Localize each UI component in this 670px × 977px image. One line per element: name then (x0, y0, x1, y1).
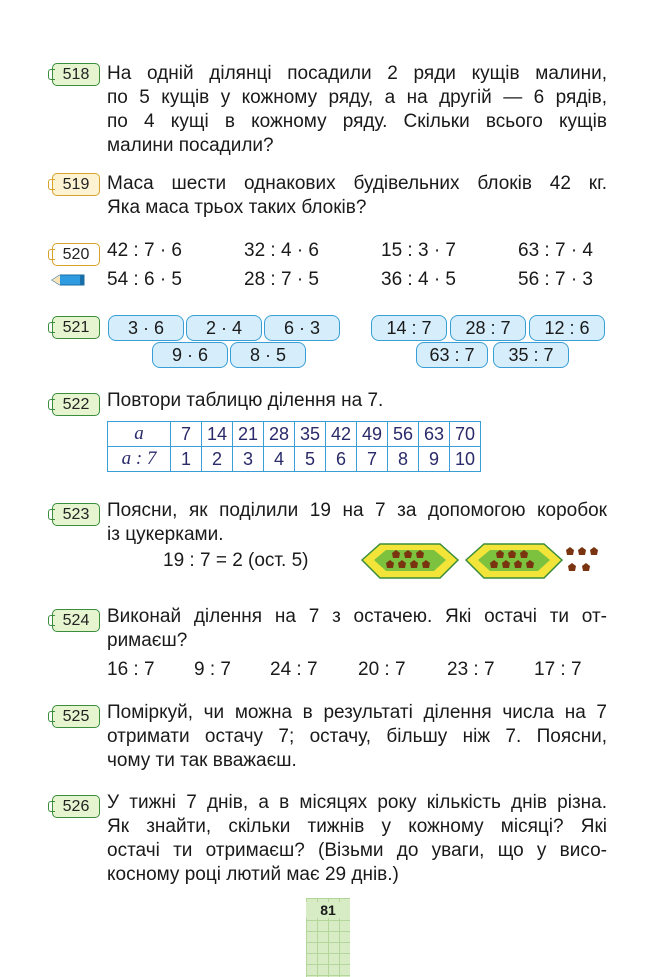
task-526-line: остачі ти отримаєш? (Візьми до уваги, що у висо- (107, 840, 607, 861)
task-519-line: Яка маса трьох таких блоків? (107, 197, 367, 218)
task-523-equation: 19 : 7 = 2 (ост. 5) (163, 550, 309, 571)
task-525-line: чому ти так вважаєш. (107, 750, 297, 771)
expression-card: 12 : 6 (529, 315, 605, 341)
expression: 16 : 7 (107, 659, 155, 680)
task-number-525: 525 (52, 705, 100, 728)
task-number-526: 526 (52, 795, 100, 818)
task-number-523: 523 (52, 503, 100, 526)
task-522-text: Повтори таблицю ділення на 7. (107, 390, 384, 411)
table-cell: 63 (419, 422, 450, 447)
table-cell: 35 (295, 422, 326, 447)
expression-card: 3 · 6 (108, 315, 184, 341)
expression: 63 : 7 · 4 (518, 240, 593, 261)
table-cell: 6 (326, 447, 357, 472)
task-number-524: 524 (52, 609, 100, 632)
expression: 23 : 7 (447, 659, 495, 680)
task-526-line: У тижні 7 днів, а в місяцях року кількість днів різна. (107, 792, 607, 813)
expression: 28 : 7 · 5 (244, 269, 319, 290)
expression-card: 63 : 7 (416, 342, 488, 368)
table-cell: 9 (419, 447, 450, 472)
table-cell: 28 (264, 422, 295, 447)
table-cell: 1 (171, 447, 202, 472)
task-523-line: із цукерками. (107, 524, 224, 545)
task-518-line: малини посадили? (107, 135, 274, 156)
expression: 42 : 7 · 6 (107, 240, 182, 261)
task-519-text (107, 172, 607, 220)
task-number-519: 519 (52, 173, 100, 196)
expression: 56 : 7 · 3 (518, 269, 593, 290)
loose-candies (566, 547, 598, 571)
task-525-text (107, 701, 607, 773)
pencil-icon (50, 273, 88, 287)
expression: 17 : 7 (534, 659, 582, 680)
expression-card: 28 : 7 (450, 315, 526, 341)
table-cell: 49 (357, 422, 388, 447)
expression-card: 35 : 7 (493, 342, 569, 368)
expression-card: 2 · 4 (186, 315, 262, 341)
candy-box (466, 544, 562, 578)
task-524-text (107, 605, 607, 653)
candy-boxes-illustration (350, 538, 612, 588)
table-cell: 14 (202, 422, 233, 447)
task-526-line: Як знайти, скільки тижнів у кожному місяці? Які (107, 816, 607, 837)
task-number-521: 521 (52, 316, 100, 339)
table-cell: 4 (264, 447, 295, 472)
task-523-line: Поясни, як поділили 19 на 7 за допомогою коробок (107, 500, 607, 521)
task-524-expressions (107, 659, 582, 681)
expression: 24 : 7 (270, 659, 318, 680)
expression: 15 : 3 · 7 (381, 240, 456, 261)
task-520-row-2 (107, 269, 593, 291)
expression: 9 : 7 (194, 659, 231, 680)
page-number-tab (306, 898, 350, 977)
task-number-518: 518 (52, 63, 100, 86)
expression-card: 9 · 6 (152, 342, 228, 368)
table-row (108, 447, 481, 472)
expression: 32 : 4 · 6 (244, 240, 319, 261)
table-cell: 21 (233, 422, 264, 447)
table-cell: 7 (357, 447, 388, 472)
task-524-line: Виконай ділення на 7 з остачею. Які остачі ти от- (107, 606, 607, 627)
division-table (107, 421, 481, 472)
task-518-line: по 5 кущів у кожному ряду, а на другій — 6 рядів, (107, 87, 607, 108)
task-519-line: Маса шести однакових будівельних блоків 42 кг. (107, 173, 607, 194)
expression: 20 : 7 (358, 659, 406, 680)
expression-card: 8 · 5 (230, 342, 306, 368)
table-cell: 70 (450, 422, 481, 447)
task-518-line: по 4 кущі в кожному ряду. Скільки всього кущів (107, 111, 607, 132)
task-520-row-1 (107, 240, 593, 262)
task-525-line: отримати остачу 7; остачу, більшу ніж 7. Поясни, (107, 726, 607, 747)
table-cell: 2 (202, 447, 233, 472)
table-cell: 5 (295, 447, 326, 472)
expression: 54 : 6 · 5 (107, 269, 182, 290)
page-number: 81 (306, 902, 350, 918)
task-number-522: 522 (52, 393, 100, 416)
table-cell: 42 (326, 422, 357, 447)
task-518-line: На одній ділянці посадили 2 ряди кущів малини, (107, 63, 607, 84)
task-524-line: римаєш? (107, 630, 188, 651)
row-label-a: a (108, 422, 171, 447)
task-518-text (107, 62, 607, 158)
table-row (108, 422, 481, 447)
table-cell: 7 (171, 422, 202, 447)
table-cell: 10 (450, 447, 481, 472)
candy-box (362, 544, 458, 578)
table-cell: 3 (233, 447, 264, 472)
task-525-line: Поміркуй, чи можна в результаті ділення числа на 7 (107, 702, 607, 723)
table-cell: 56 (388, 422, 419, 447)
expression-card: 14 : 7 (371, 315, 447, 341)
table-cell: 8 (388, 447, 419, 472)
row-label-a-div-7: a : 7 (108, 447, 171, 472)
task-number-520: 520 (52, 243, 100, 266)
expression-card: 6 · 3 (264, 315, 340, 341)
task-526-text (107, 791, 607, 887)
expression: 36 : 4 · 5 (381, 269, 456, 290)
task-526-line: косному році лютий має 29 днів.) (107, 864, 399, 885)
